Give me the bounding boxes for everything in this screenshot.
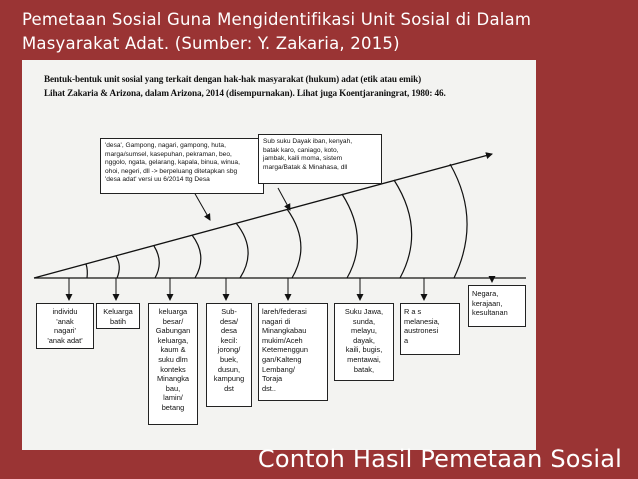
bottom-box-federasi-nagari: [258, 303, 328, 401]
arc: [116, 256, 119, 278]
top-box-village-units: [100, 138, 264, 194]
arc: [342, 194, 357, 278]
arc: [192, 235, 201, 278]
arc: [287, 209, 301, 278]
arc: [450, 164, 467, 278]
bottom-box-text: individu 'anak nagari' 'anak adat': [47, 307, 83, 345]
bottom-box-text: lareh/federasi nagari di Minangkabau mukim/Aceh Ketemenggun gan/Kalteng Lembang/ Toraja dst..: [262, 307, 309, 393]
diagram-heading-line-2: Lihat Zakaria & Arizona, dalam Arizona, 2014 (disempurnakan). Lihat juga Koentjaraningrat, 1980: 46.: [44, 88, 446, 98]
arc: [236, 223, 248, 278]
bottom-box-negara: [468, 285, 526, 327]
down-arrows: [69, 278, 492, 300]
top-arrow: [278, 188, 290, 210]
bottom-box-sub-desa: [206, 303, 252, 407]
diagram-heading-line-1: Bentuk-bentuk unit sosial yang terkait dengan hak-hak masyarakat (hukum) adat (etik atau emik): [44, 74, 422, 84]
bottom-box-text: Keluarga batih: [103, 307, 133, 326]
slide-title-line-2: Masyarakat Adat. (Sumber: Y. Zakaria, 2015): [22, 34, 400, 53]
bottom-box-keluarga-batih: [96, 303, 140, 329]
diagram-panel: [22, 60, 536, 450]
bottom-box-text: R a s melanesia, austronesi a: [404, 307, 440, 345]
bottom-box-text: Negara, kerajaan, kesultanan: [472, 289, 508, 318]
arc: [394, 180, 412, 278]
top-box-sub-tribes: [258, 134, 382, 184]
bottom-box-text: Sub- desa/ desa kecil: jorong/ buek, dusun, kampung dst: [213, 307, 245, 393]
bottom-box-keluarga-besar: [148, 303, 198, 425]
slide-title: [22, 8, 622, 56]
slide-title-line-1: Pemetaan Sosial Guna Mengidentifikasi Unit Sosial di Dalam: [22, 10, 532, 29]
arc: [86, 264, 87, 278]
top-arrow: [194, 192, 210, 220]
footer-caption: Contoh Hasil Pemetaan Sosial: [257, 445, 622, 473]
bottom-box-text: keluarga besar/ Gabungan keluarga, kaum & suku dlm konteks Minangka bau, lamin/ betang: [155, 307, 191, 412]
top-box-text: Sub suku Dayak iban, kenyah, batak karo, caniago, koto, jambak, kaili moma, sistem marga/Batak & Minahasa, dll: [263, 138, 353, 171]
arc: [154, 246, 159, 278]
bottom-box-suku: [334, 303, 394, 381]
bottom-box-ras: [400, 303, 460, 355]
top-box-text: 'desa', Gampong, nagari, gampong, huta, marga/sumsel, kasepuhan, pekraman, beo, nggolo, ngata, gelarang, kapala, binua, winua, ohoi, negeri, dll -> berpeluang ditetapkan sbg 'desa adat' versi uu 6/2014 ttg Desa: [105, 142, 240, 184]
bottom-box-text: Suku Jawa, sunda, melayu, dayak, kaili, bugis, mentawai, batak,: [344, 307, 384, 374]
bottom-box-individu: [36, 303, 94, 349]
